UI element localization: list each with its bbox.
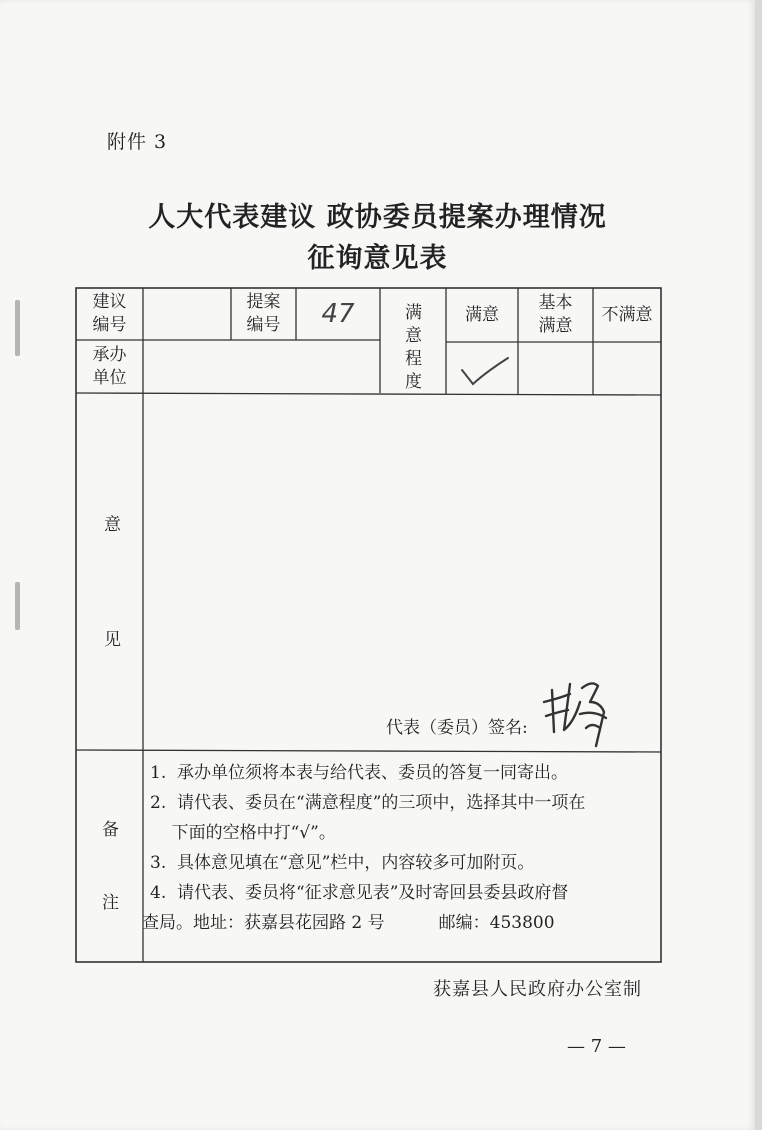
note-item: 4. 请代表、委员将“征求意见表”及时寄回县委县政府督: [150, 883, 569, 903]
issuer-footer: 获嘉县人民政府办公室制: [433, 979, 642, 1000]
manyi-chengdu-char: 程: [405, 349, 422, 369]
page-number: — 7 —: [567, 1036, 626, 1057]
note-item: 2. 请代表、委员在“满意程度”的三项中，选择其中一项在: [150, 793, 586, 813]
note-item: 1. 承办单位须将本表与给代表、委员的答复一同寄出。: [150, 763, 569, 783]
option-jiben-manyi: 基本 满意: [538, 293, 573, 336]
option-manyi: 满意: [465, 304, 499, 325]
cell-tian-bianhao: 提案 编号: [246, 292, 281, 335]
manyi-chengdu-char: 满: [405, 303, 422, 323]
option-bu-manyi: 不满意: [601, 304, 653, 325]
beizhu-char: 注: [102, 893, 119, 913]
cell-jianyi-bianhao: 建议 编号: [92, 292, 127, 335]
manyi-chengdu-char: 意: [405, 326, 422, 346]
tian-number-value: 47: [321, 298, 355, 329]
signature-label: 代表（委员）签名:: [386, 718, 528, 738]
form-title-line2: 征询意见表: [307, 243, 448, 274]
beizhu-char: 备: [102, 820, 119, 840]
handwritten-signature: [540, 672, 612, 752]
checkmark-icon: [456, 352, 516, 392]
manyi-chengdu-char: 度: [405, 372, 422, 392]
yijian-char: 意: [104, 515, 121, 535]
note-item: 下面的空格中打“√”。: [150, 823, 336, 843]
notes-list: [142, 758, 655, 938]
cell-chengban-danwei: 承办 单位: [92, 344, 127, 388]
form-title-line1: 人大代表建议 政协委员提案办理情况: [148, 202, 607, 233]
note-item: 查局。地址：获嘉县花园路 2 号 邮编：453800: [142, 913, 555, 933]
attachment-label: 附件 3: [107, 131, 168, 153]
yijian-char: 见: [104, 630, 121, 650]
note-item: 3. 具体意见填在“意见”栏中，内容较多可加附页。: [150, 853, 535, 873]
